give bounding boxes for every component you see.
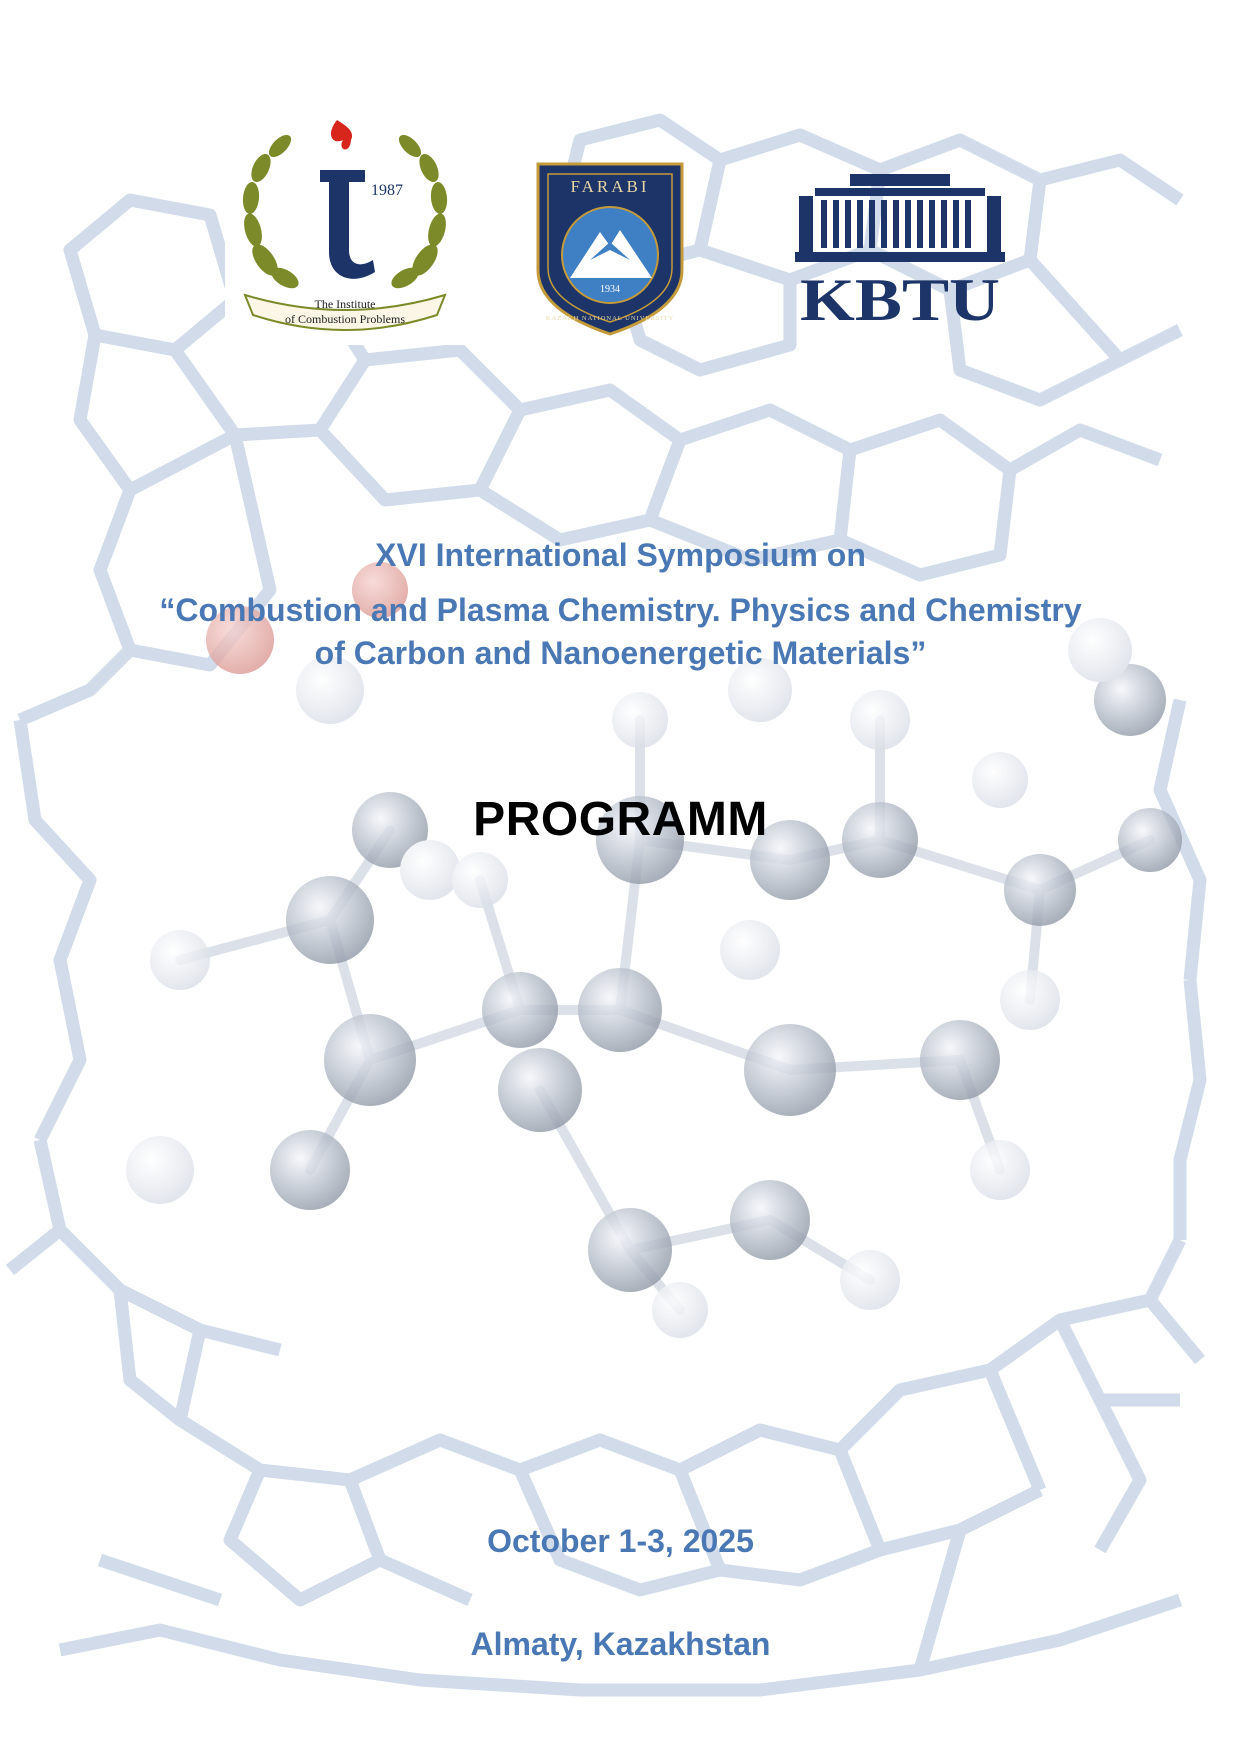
- kbtu-logo: [795, 170, 1005, 330]
- symposium-title-line-2: “Combustion and Plasma Chemistry. Physics and Chemistry: [159, 592, 1082, 628]
- molecule-atoms: [126, 562, 1182, 1338]
- event-location: Almaty, Kazakhstan: [470, 1626, 771, 1662]
- kaznu-year: 1934: [600, 284, 620, 295]
- symposium-title-line-3: of Carbon and Nanoenergetic Materials”: [314, 635, 927, 671]
- document-label: PROGRAMM: [473, 793, 768, 846]
- institute-of-combustion-problems-logo: [225, 110, 465, 345]
- kbtu-wordmark: KBTU: [800, 267, 1000, 330]
- icp-ribbon-line2: of Combustion Problems: [284, 312, 406, 326]
- event-dates: October 1-3, 2025: [487, 1523, 754, 1559]
- icp-ribbon-line1: The Institute: [314, 297, 376, 311]
- kazakh-national-university-logo: [530, 160, 690, 338]
- kaznu-ring-text: KAZAKH NATIONAL UNIVERSITY: [545, 315, 675, 322]
- symposium-title-line-1: XVI International Symposium on: [375, 537, 866, 573]
- icp-year: 1987: [371, 182, 403, 199]
- kaznu-top-text: FARABI: [570, 177, 650, 196]
